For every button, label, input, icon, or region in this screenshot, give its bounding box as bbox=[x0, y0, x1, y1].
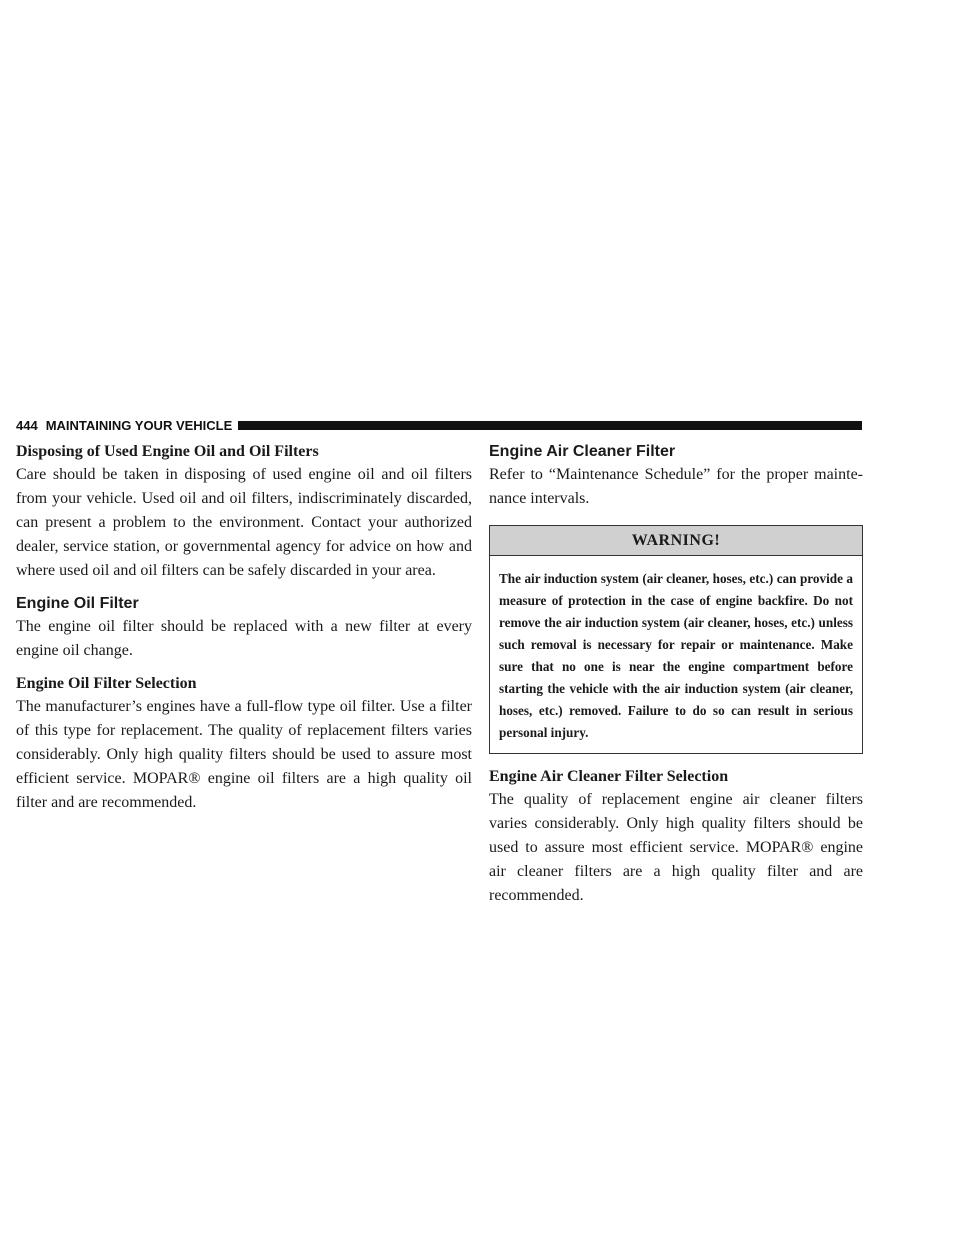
header-rule bbox=[238, 421, 862, 430]
air-cleaner-body: Refer to “Maintenance Schedule” for the proper mainte-nance intervals. bbox=[489, 466, 863, 507]
page-header bbox=[16, 416, 862, 434]
right-column bbox=[489, 441, 863, 908]
oil-filter-selection-heading: Engine Oil Filter Selection bbox=[16, 675, 197, 692]
oil-filter-selection-body: The manufacturer’s engines have a full-flow type oil filter. Use a filter of this type for replacement. The quality of replacement filters varies considerably. Only high quality filters should be used to assure most efficient service. MOPAR® engine oil filters are a high quality oil filter and are recommended. bbox=[16, 698, 472, 811]
oil-filter-heading: Engine Oil Filter bbox=[16, 595, 139, 612]
air-cleaner-heading: Engine Air Cleaner Filter bbox=[489, 443, 676, 460]
warning-title: WARNING! bbox=[490, 526, 862, 556]
warning-box bbox=[489, 525, 863, 754]
page-number: 444 bbox=[16, 417, 38, 433]
air-cleaner-selection-body: The quality of replacement engine air cleaner filters varies considerably. Only high quality filters should be used to assure most efficient service. MOPAR® engine air cleaner filters are a high quality filter and are recommended. bbox=[489, 791, 863, 904]
section-title: MAINTAINING YOUR VEHICLE bbox=[45, 417, 233, 433]
disposing-heading: Disposing of Used Engine Oil and Oil Filters bbox=[16, 443, 319, 460]
air-cleaner-selection-heading: Engine Air Cleaner Filter Selection bbox=[489, 768, 729, 785]
disposing-body: Care should be taken in disposing of used engine oil and oil filters from your vehicle. Used oil and oil filters, indiscriminately discarded, can present a problem to the environment. Contact your authorized dealer, service station, or governmental agency for advice on how and where used oil and oil filters can be safely discarded in your area. bbox=[16, 466, 472, 579]
left-column bbox=[16, 441, 472, 815]
oil-filter-body: The engine oil filter should be replaced with a new filter at every engine oil change. bbox=[16, 618, 472, 659]
warning-text: The air induction system (air cleaner, hoses, etc.) can provide a measure of protection in the case of engine backfire. Do not remove the air induction system (air cleaner, hoses, etc.) unless such removal is necessary for repair or maintenance. Make sure that no one is near the engine compartment before starting the vehicle with the air induction system (air cleaner, hoses, etc.) removed. Failure to do so can result in serious personal injury. bbox=[499, 571, 853, 740]
